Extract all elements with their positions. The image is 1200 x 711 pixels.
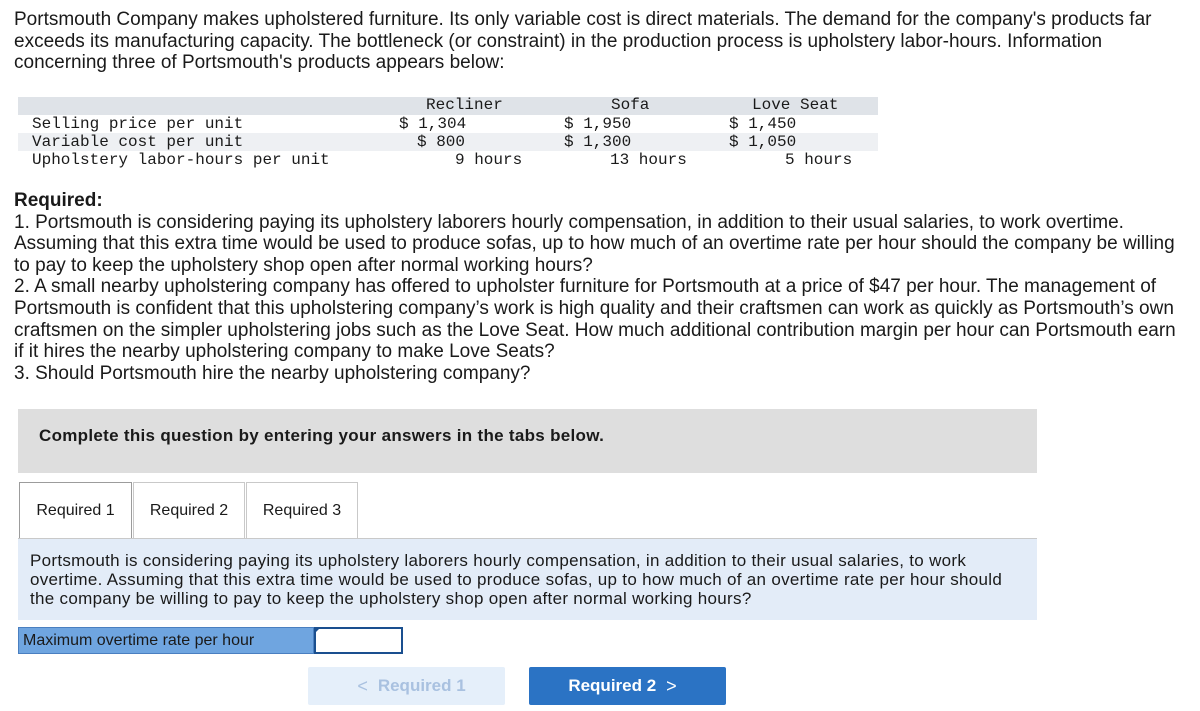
row-label-labor-hours: Upholstery labor-hours per unit (32, 151, 330, 169)
required-title: Required: (14, 190, 103, 211)
input-corner-marker (314, 627, 321, 634)
cell-loveseat-hours: 5 hours (785, 151, 853, 169)
answer-label: Maximum overtime rate per hour (18, 627, 314, 654)
col-header-sofa: Sofa (611, 96, 650, 114)
cell-loveseat-cost: $ 1,050 (729, 133, 797, 151)
cell-recliner-hours: 9 hours (455, 151, 523, 169)
tab-required-2[interactable]: Required 2 (133, 482, 245, 539)
tab-required-1[interactable]: Required 1 (19, 482, 132, 539)
chevron-right-icon: > (666, 675, 677, 696)
next-button-label: Required 2 (568, 676, 657, 695)
col-header-love-seat: Love Seat (752, 96, 839, 114)
row-label-selling-price: Selling price per unit (32, 115, 244, 133)
prev-button[interactable] (308, 667, 505, 705)
product-data-table (0, 0, 1200, 180)
overtime-rate-input[interactable] (314, 627, 403, 654)
question-panel (18, 538, 1037, 620)
cell-loveseat-price: $ 1,450 (729, 115, 797, 133)
cell-sofa-cost: $ 1,300 (564, 133, 632, 151)
question-text: Portsmouth is considering paying its upholstery laborers hourly compensation, in addition to their usual salaries, to work overtime. Assuming that this extra time would be used to produce sofas, up to how much of an overtime rate per hour should the company be willing to pay to keep the upholstery shop open after normal working hours? (30, 551, 1003, 608)
next-button[interactable] (529, 667, 726, 705)
prev-button-label: Required 1 (377, 676, 466, 695)
col-header-recliner: Recliner (426, 96, 503, 114)
required-item-2: 2. A small nearby upholstering company has offered to upholster furniture for Portsmouth at a price of $47 per hour. The management of Portsmouth is confident that this upholstering company’s work is high quality and their craftsmen can work as quickly as Portsmouth’s own craftsmen on the simpler upholstering jobs such as the Love Seat. How much additional contribution margin per hour can Portsmouth earn if it hires the nearby upholstering company to make Love Seats? (14, 276, 1176, 363)
row-label-variable-cost: Variable cost per unit (32, 133, 244, 151)
required-item-1: 1. Portsmouth is considering paying its upholstery laborers hourly compensation, in addition to their usual salaries, to work overtime. Assuming that this extra time would be used to produce sofas, up to how much of an overtime rate per hour should the company be willing to pay to keep the upholstery shop open after normal working hours? (14, 211, 1175, 276)
cell-sofa-price: $ 1,950 (564, 115, 632, 133)
cell-recliner-cost: $ 800 (417, 133, 466, 151)
instructions-banner (18, 409, 1037, 473)
tab-required-3[interactable]: Required 3 (246, 482, 358, 539)
problem-intro: Portsmouth Company makes upholstered furniture. Its only variable cost is direct materials. The demand for the company's products far exceeds its manufacturing capacity. The bottleneck (or constraint) in the production process is upholstery labor-hours. Information concerning three of Portsmouth's products appears below: (14, 9, 1152, 74)
required-item-3: 3. Should Portsmouth hire the nearby upholstering company? (14, 362, 531, 384)
required-section (14, 190, 1189, 384)
instructions-text: Complete this question by entering your answers in the tabs below. (39, 426, 605, 445)
cell-sofa-hours: 13 hours (610, 151, 687, 169)
chevron-left-icon: < (357, 675, 368, 696)
cell-recliner-price: $ 1,304 (399, 115, 467, 133)
